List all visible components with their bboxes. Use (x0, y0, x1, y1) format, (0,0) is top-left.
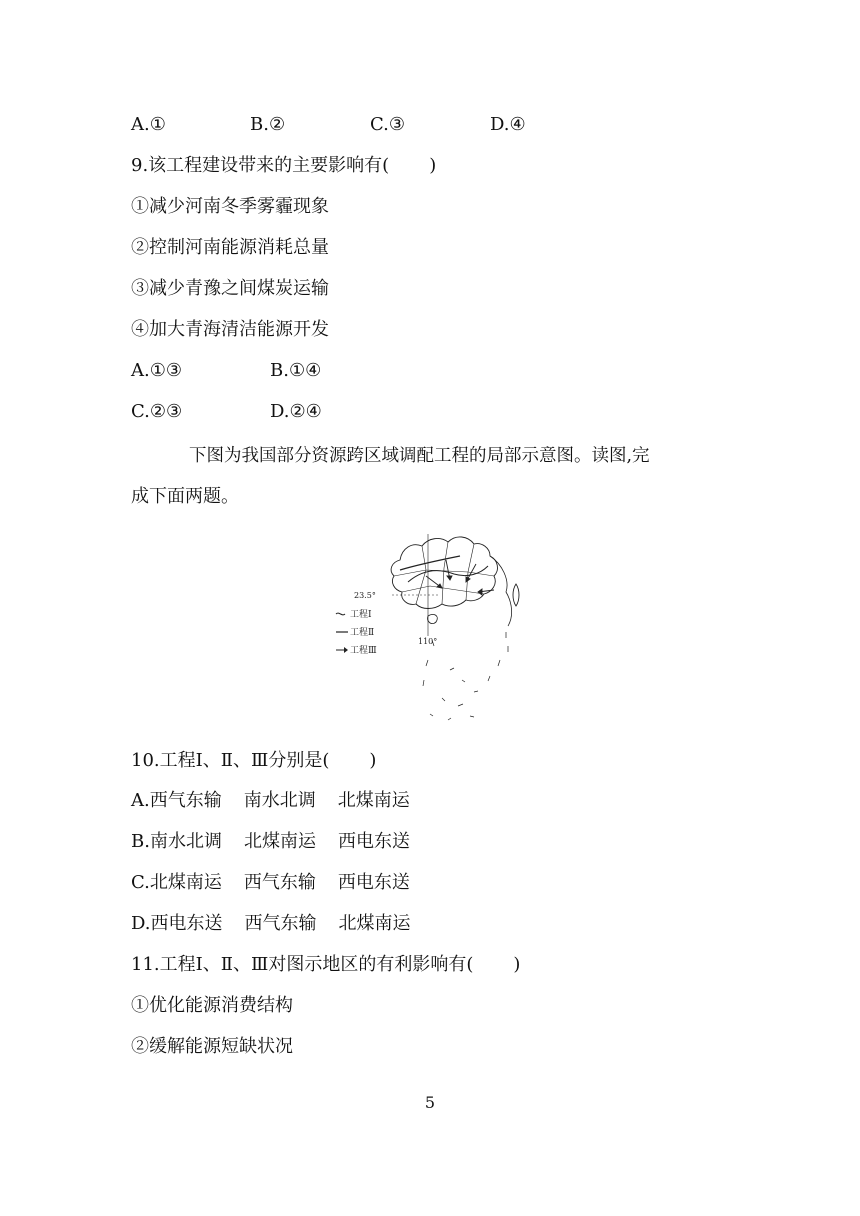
intro-line-2: 成下面两题。 (131, 486, 239, 507)
q9-item-3: ③减少青豫之间煤炭运输 (131, 278, 329, 299)
q9-option-b: B.①④ (270, 360, 322, 381)
q9-item-2: ②控制河南能源消耗总量 (131, 237, 329, 258)
q10-option-a (131, 789, 410, 813)
q9-stem-end: ) (429, 155, 437, 176)
lat-label: 23.5° (354, 591, 376, 600)
q10-stem-text: 10.工程Ⅰ、Ⅱ、Ⅲ分别是( (131, 750, 330, 771)
map-outline (391, 537, 497, 609)
q9-item-1: ①减少河南冬季雾霾现象 (131, 196, 329, 217)
legend-label-3: 工程Ⅲ (350, 646, 377, 656)
map-coast (490, 556, 512, 626)
map-taiwan (513, 584, 519, 606)
q8-option-d: D.④ (490, 114, 526, 135)
intro-line-1: 下图为我国部分资源跨区域调配工程的局部示意图。读图,完 (189, 446, 650, 466)
map-legend (336, 609, 377, 656)
q9-stem-text: 9.该工程建设带来的主要影响有( (131, 155, 390, 176)
q10-a-2: 南水北调 (243, 790, 316, 811)
legend-label-2: 工程Ⅱ (350, 628, 375, 638)
q10-b-3: 西电东送 (337, 831, 410, 852)
legend-arrow-3 (344, 647, 348, 653)
q8-option-c: C.③ (370, 114, 405, 135)
legend-label-1: 工程Ⅰ (350, 610, 372, 620)
q10-a-1: A.西气东输 (131, 790, 222, 811)
q10-b-2: 北煤南运 (243, 831, 316, 852)
legend-symbol-1 (336, 613, 345, 615)
q10-stem (131, 749, 376, 773)
q9-stem (131, 154, 436, 178)
q10-d-1: D.西电东送 (131, 913, 223, 934)
q10-c-3: 西电东送 (337, 872, 410, 893)
q11-item-2: ②缓解能源短缺状况 (131, 1036, 293, 1057)
map-hainan (428, 614, 438, 623)
q10-option-d (131, 912, 411, 936)
q10-option-c (131, 871, 410, 895)
q10-b-1: B.南水北调 (131, 831, 222, 852)
q11-stem-end: ) (513, 954, 521, 975)
q9-item-4: ④加大青海清洁能源开发 (131, 319, 329, 340)
q8-option-b: B.② (250, 114, 286, 135)
q10-d-3: 北煤南运 (338, 913, 411, 934)
q10-c-2: 西气东输 (243, 872, 316, 893)
q10-a-3: 北煤南运 (337, 790, 410, 811)
q9-option-c: C.②③ (131, 401, 183, 422)
q11-item-1: ①优化能源消费结构 (131, 995, 293, 1016)
lon-label: 110° (418, 637, 438, 646)
resource-transfer-map (330, 520, 530, 735)
q10-d-2: 西气东输 (244, 913, 317, 934)
q10-stem-end: ) (369, 750, 377, 771)
project-3-arrows (426, 560, 494, 595)
q10-option-b (131, 830, 410, 854)
q9-option-a: A.①③ (131, 360, 182, 381)
q9-option-d: D.②④ (270, 401, 322, 422)
q11-stem (131, 953, 520, 977)
q10-c-1: C.北煤南运 (131, 872, 222, 893)
page-number: 5 (424, 1093, 436, 1112)
map-islands (430, 668, 478, 720)
q8-option-a: A.① (131, 114, 166, 135)
project-2-route (400, 556, 460, 570)
q11-stem-text: 11.工程Ⅰ、Ⅱ、Ⅲ对图示地区的有利影响有( (131, 954, 474, 975)
